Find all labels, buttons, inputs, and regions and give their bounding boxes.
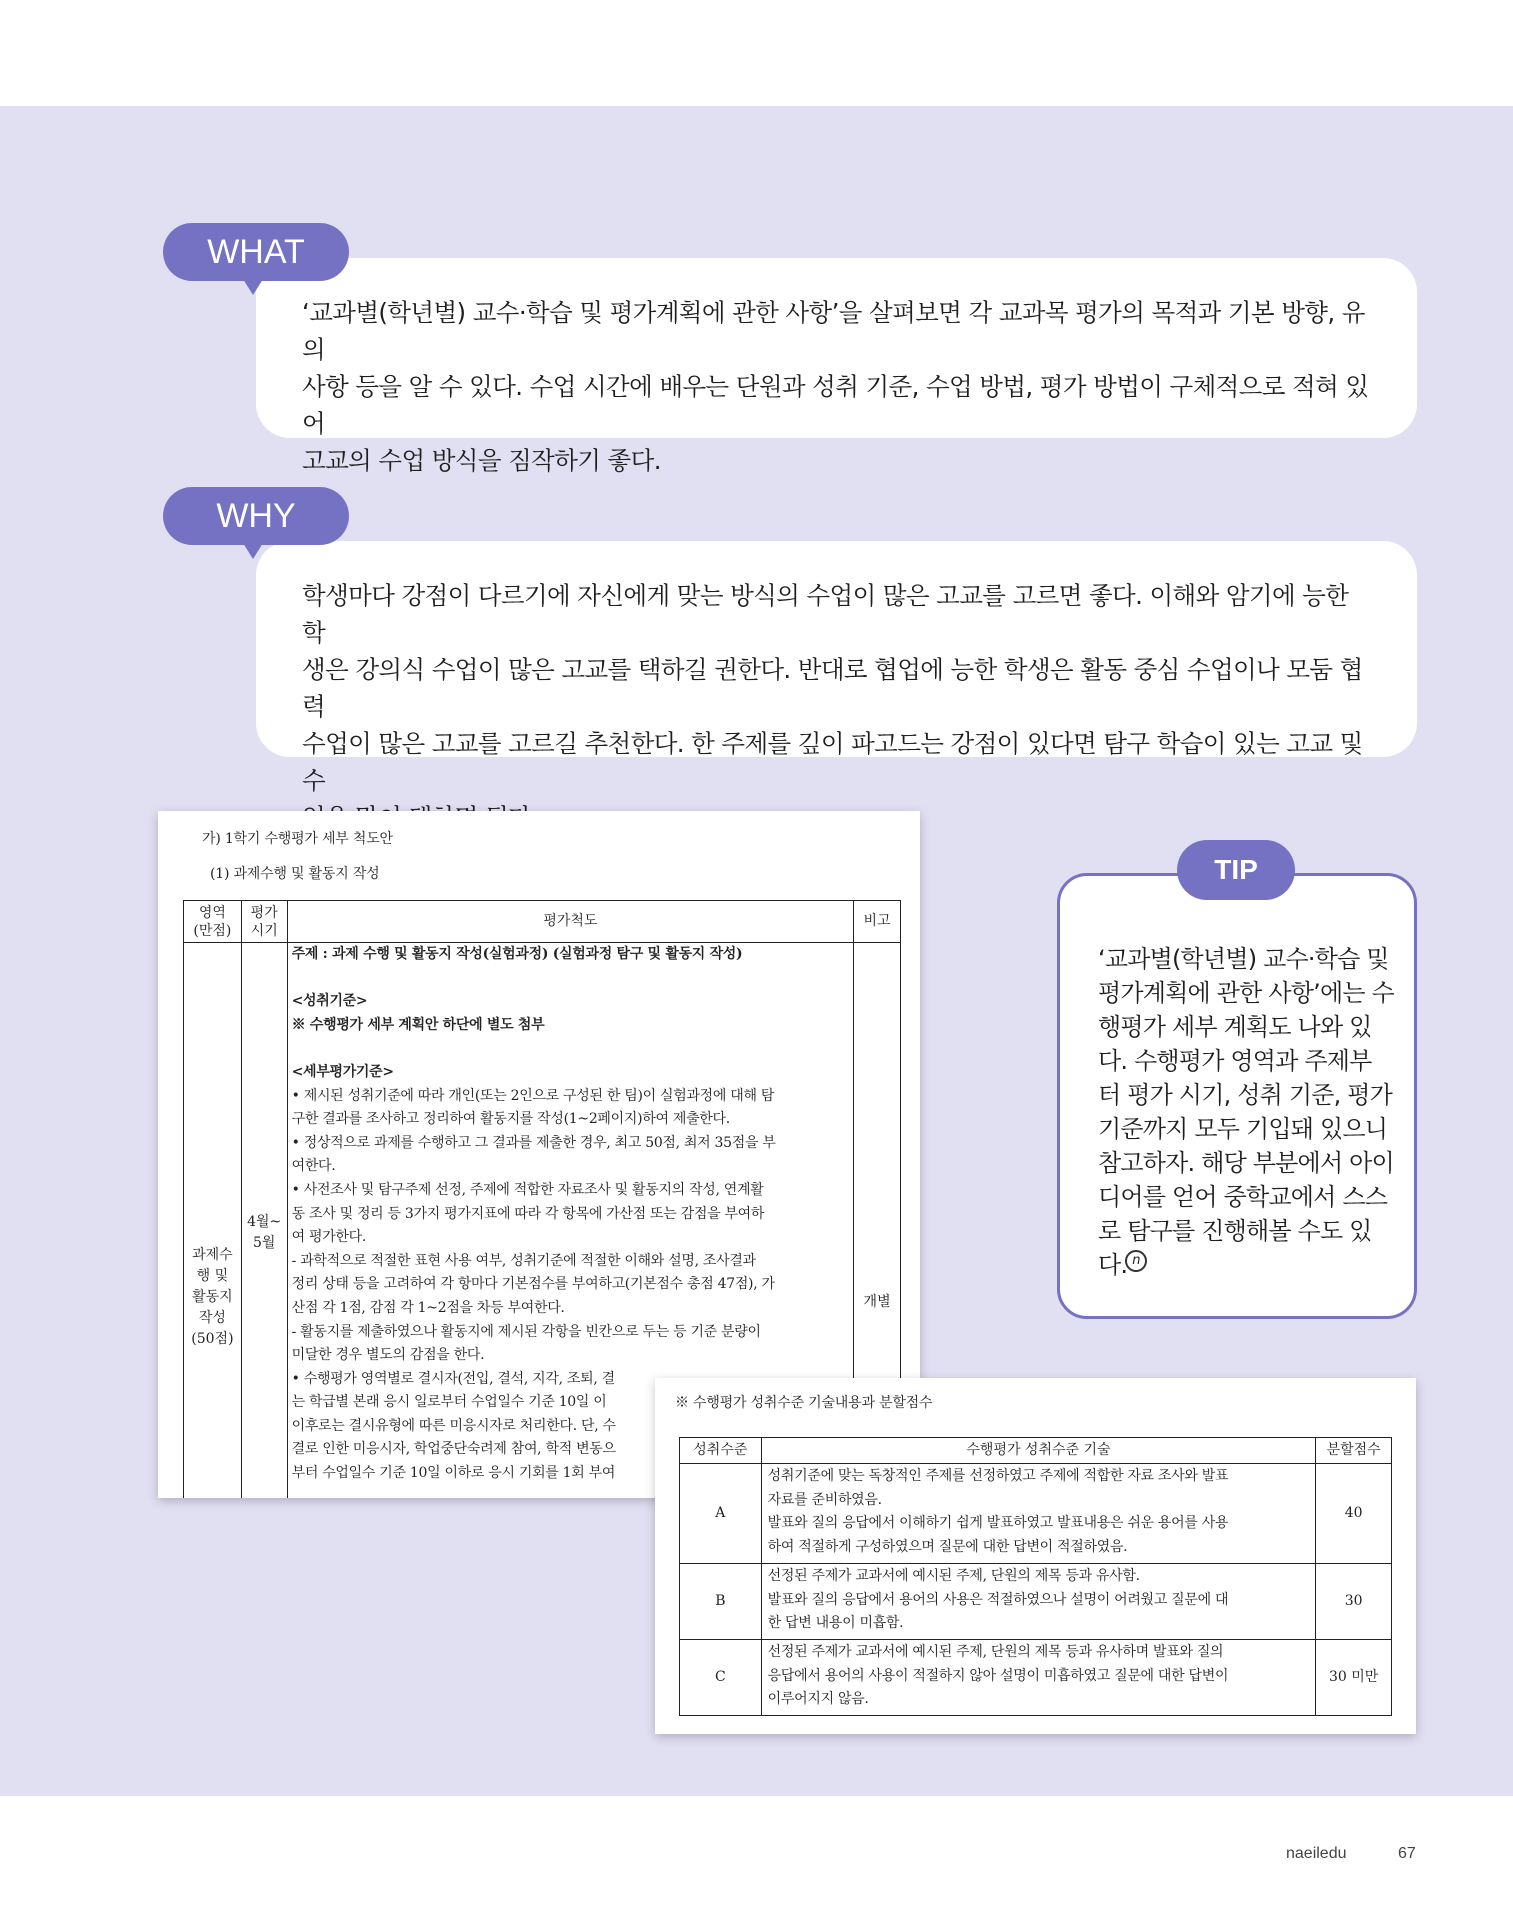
text-line: 이루어지지 않음. [767,1691,869,1708]
level-b: B [680,1564,762,1640]
text-line: (50점) [191,1331,234,1347]
text-line: 터 평가 시기, 성취 기준, 평가 [1098,1081,1393,1109]
score-a: 40 [1316,1464,1392,1564]
text-line: ‘교과별(학년별) 교수·학습 및 [1098,945,1389,973]
tip-text [1098,942,1394,1282]
text-line: 평가계획에 관한 사항’에는 수 [1098,979,1394,1007]
text-line: 응답에서 용어의 사용이 적절하지 않아 설명이 미흡하였고 질문에 대한 답변이 [767,1667,1229,1684]
text-line: 4월~ [247,1213,282,1230]
text-line: 디어를 얻어 중학교에서 스스 [1098,1183,1388,1211]
text-line: 는 학급별 본래 응시 일로부터 수업일수 기준 10일 이 [291,1394,607,1411]
text-line: 자료를 준비하였음. [767,1491,882,1508]
text-line: 발표와 질의 응답에서 이해하기 쉽게 발표하였고 발표내용은 쉬운 용어를 사용 [767,1515,1229,1532]
text-line: 선정된 주제가 교과서에 예시된 주제, 단원의 제목 등과 유사함. [767,1568,1140,1584]
text-line: 작성 [198,1310,226,1326]
table-row [680,1564,1392,1640]
text-line: <성취기준> [291,993,368,1010]
speech-tail-icon [243,279,263,295]
end-mark-icon: n [1125,1250,1147,1272]
what-label-pill [163,223,349,281]
why-card [256,541,1417,795]
doc1-heading2: (1) 과제수행 및 활동지 작성 [210,866,380,882]
text-line: 생은 강의식 수업이 많은 고교를 택하길 권한다. 반대로 협업에 능한 학생은 활동 중심 수업이나 모둠 협력 [302,655,1363,721]
text-line: - 활동지를 제출하였으나 활동지에 제시된 각항을 빈칸으로 두는 등 기준 분량이 [291,1323,761,1340]
doc2-heading: ※ 수행평가 성취수준 기술내용과 분할점수 [675,1395,933,1411]
text-line: 여한다. [291,1158,336,1175]
score-b: 30 [1316,1564,1392,1640]
text-line: 주제 : 과제 수행 및 활동지 작성(실험과정) (실험과정 탐구 및 활동지 작성) [291,946,743,962]
desc-c [761,1640,1316,1716]
achievement-level-document [655,1378,1416,1734]
header-score: 분할점수 [1316,1438,1392,1464]
text-line [292,1037,850,1061]
text-line: 5월 [252,1234,276,1251]
what-label: WHAT [207,232,305,271]
text-line: 구한 결과를 조사하고 정리하여 활동지를 작성(1~2페이지)하여 제출한다. [291,1111,730,1128]
text-line: 다. [1098,1251,1128,1279]
header-level: 성취수준 [680,1438,762,1464]
what-text [302,294,1371,479]
period-cell [241,943,287,1499]
achievement-level-table [679,1437,1392,1716]
table-row [680,1464,1392,1564]
text-line: 행 및 [196,1268,229,1284]
text-line: 결로 인한 미응시자, 학업중단숙려제 참여, 학적 변동으 [291,1441,616,1458]
text-line: 행평가 세부 계획도 나와 있 [1098,1013,1372,1041]
text-line: 사항 등을 알 수 있다. 수업 시간에 배우는 단원과 성취 기준, 수업 방법, 평가 방법이 구체적으로 적혀 있어 [302,372,1369,438]
text-line: - 과학적으로 적절한 표현 사용 여부, 성취기준에 적절한 이해와 설명, 조사결과 [291,1252,756,1269]
text-line: 발표와 질의 응답에서 용어의 사용은 적절하였으나 설명이 어려웠고 질문에 대 [767,1591,1229,1608]
speech-tail-icon [243,543,263,559]
level-a: A [680,1464,762,1564]
text-line: 정리 상태 등을 고려하여 각 항마다 기본점수를 부여하고(기본점수 총점 47점), 가 [291,1276,775,1293]
desc-b [761,1564,1316,1640]
text-line [292,967,850,991]
text-line: • 사전조사 및 탐구주제 선정, 주제에 적합한 자료조사 및 활동지의 작성, 연계활 [291,1181,764,1198]
area-cell [184,943,242,1499]
text-line: 하여 적절하게 구성하였으며 질문에 대한 답변이 적절하였음. [767,1538,1128,1555]
text-line: 학생마다 강점이 다르기에 자신에게 맞는 방식의 수업이 많은 고교를 고르면 좋다. 이해와 암기에 능한 학 [302,581,1349,647]
text-line: 한 답변 내용이 미흡함. [767,1615,904,1632]
text-line: 다. 수행평가 영역과 주제부 [1098,1047,1372,1075]
text-line: 이후로는 결시유형에 따른 미응시자로 처리한다. 단, 수 [291,1417,616,1434]
footer-brand: naeiledu [1286,1845,1347,1862]
header-desc: 수행평가 성취수준 기술 [761,1438,1316,1464]
text-line: 여 평가한다. [291,1229,367,1246]
header-period: 평가 시기 [241,901,287,943]
text-line: 과제수 [192,1247,233,1263]
tip-label-pill [1177,840,1295,900]
doc1-heading1: 가) 1학기 수행평가 세부 척도안 [202,831,393,847]
level-c: C [680,1640,762,1716]
header-criteria: 평가척도 [287,901,854,943]
text-line: 수업이 많은 고교를 고르길 추천한다. 한 주제를 깊이 파고드는 강점이 있다면 탐구 학습이 있는 고교 및 수 [302,729,1363,795]
text-line: • 수행평가 영역별로 결시자(전입, 결석, 지각, 조퇴, 결 [291,1370,615,1387]
text-line: 부터 수업일수 기준 10일 이하로 응시 기회를 1회 부여 [291,1465,616,1482]
text-line: 활동지 [192,1289,233,1305]
text-line: <세부평가기준> [291,1063,394,1080]
why-text [302,577,1371,836]
header-area: 영역 (만점) [184,901,242,943]
text-line: 참고하자. 해당 부분에서 아이 [1098,1149,1394,1177]
text-line: 고교의 수업 방식을 짐작하기 좋다. [302,446,661,475]
text-line: 선정된 주제가 교과서에 예시된 주제, 단원의 제목 등과 유사하며 발표와 질의 [767,1644,1224,1660]
text-line: 미달한 경우 별도의 감점을 한다. [291,1347,485,1364]
text-line: ‘교과별(학년별) 교수·학습 및 평가계획에 관한 사항’을 살펴보면 각 교과목 평가의 목적과 기본 방향, 유의 [302,298,1365,364]
text-line: • 정상적으로 과제를 수행하고 그 결과를 제출한 경우, 최고 50점, 최저 35점을 부 [291,1134,776,1151]
text-line: 로 탐구를 진행해볼 수도 있 [1098,1217,1372,1245]
text-line: 산점 각 1점, 감점 각 1~2점을 차등 부여한다. [291,1299,565,1316]
page-number: 67 [1398,1845,1416,1862]
what-card [256,258,1417,475]
tip-lines [1098,942,1394,1282]
text-line: 동 조사 및 정리 등 3가지 평가지표에 따라 각 항목에 가산점 또는 감점을 부여하 [291,1205,765,1222]
text-line: 성취기준에 맞는 독창적인 주제를 선정하였고 주제에 적합한 자료 조사와 발표 [767,1468,1229,1484]
text-line: ※ 수행평가 세부 계획안 하단에 별도 첨부 [291,1016,545,1033]
header-note: 비고 [854,901,901,943]
score-c: 30 미만 [1316,1640,1392,1716]
tip-label: TIP [1214,854,1258,885]
note-cell: 개별 [854,943,901,1499]
table-row [680,1640,1392,1716]
why-label: WHY [216,496,296,535]
why-label-pill [163,487,349,545]
text-line: • 제시된 성취기준에 따라 개인(또는 2인으로 구성된 한 팀)이 실험과정에 대해 탐 [291,1087,775,1104]
desc-a [761,1464,1316,1564]
text-line: 기준까지 모두 기입돼 있으니 [1098,1115,1388,1143]
